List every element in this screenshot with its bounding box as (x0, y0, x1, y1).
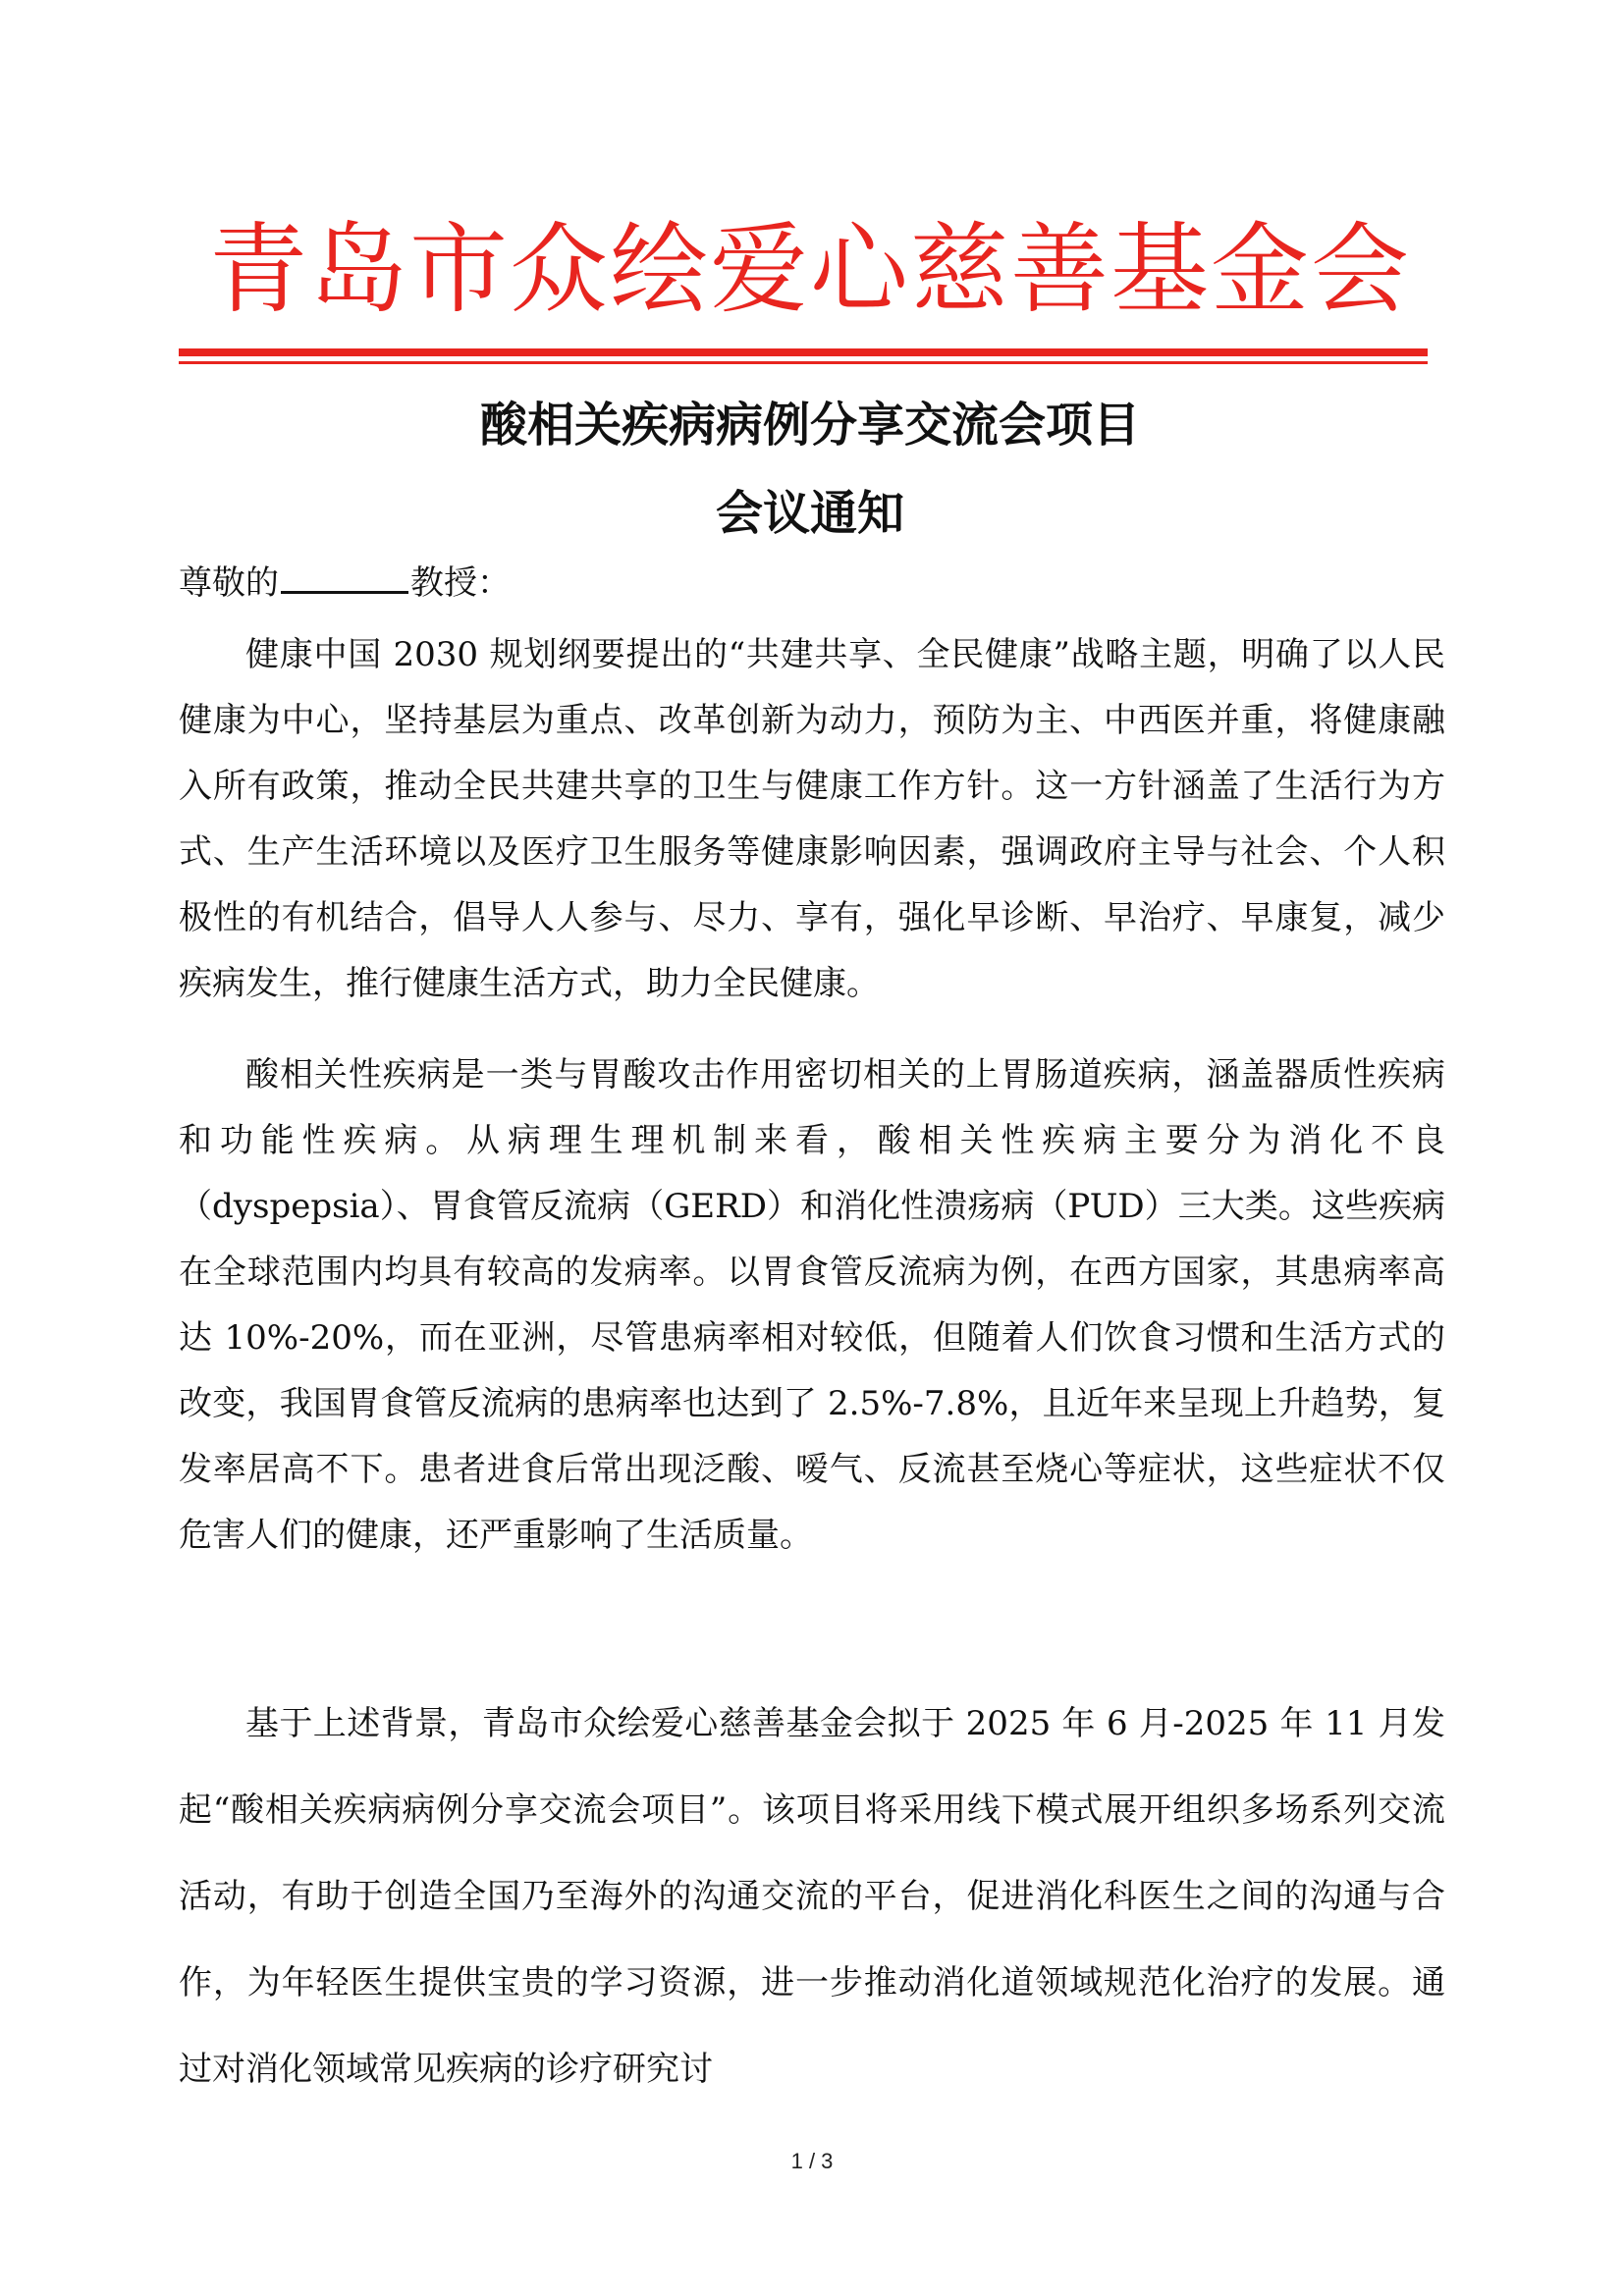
letterhead-rule-thick (179, 348, 1428, 356)
document-title: 酸相关疾病病例分享交流会项目 (479, 398, 1140, 453)
letterhead-org-name: 青岛市众绘爱心慈善基金会 (209, 212, 1411, 327)
recipient-name-blank (281, 560, 408, 594)
paragraph-acid-related-disease: 酸相关性疾病是一类与胃酸攻击作用密切相关的上胃肠道疾病，涵盖器质性疾病和功能性疾病。从病理生理机制来看，酸相关性疾病主要分为消化不良（dyspepsia）、胃食管反流病（GERD）和消化性溃疡病（PUD）三大类。这些疾病在全球范围内均具有较高的发病率。以胃食管反流病为例，在西方国家，其患病率高达 10%-20%，而在亚洲，尽管患病率相对较低，但随着人们饮食习惯和生活方式的改变，我国胃食管反流病的患病率也达到了 2.5%-7.8%，且近年来呈现上升趋势，复发率居高不下。患者进食后常出现泛酸、嗳气、反流甚至烧心等症状，这些症状不仅危害人们的健康，还严重影响了生活质量。 (179, 1055, 1445, 1555)
page-indicator: 1 / 3 (790, 2149, 834, 2173)
salutation-prefix: 尊敬的 (179, 563, 279, 603)
salutation-suffix: 教授： (410, 563, 511, 603)
paragraph-health-china: 健康中国 2030 规划纲要提出的“共建共享、全民健康”战略主题，明确了以人民健康为中心，坚持基层为重点、改革创新为动力，预防为主、中西医并重，将健康融入所有政策，推动全民共建共享的卫生与健康工作方针。这一方针涵盖了生活行为方式、生产生活环境以及医疗卫生服务等健康影响因素，强调政府主导与社会、个人积极性的有机结合，倡导人人参与、尽力、享有，强化早诊断、早治疗、早康复，减少疾病发生，推行健康生活方式，助力全民健康。 (179, 635, 1445, 1003)
salutation (179, 558, 511, 609)
letterhead-rule-thin (179, 361, 1428, 364)
paragraph-project-background: 基于上述背景，青岛市众绘爱心慈善基金会拟于 2025 年 6 月-2025 年 11 月发起“酸相关疾病病例分享交流会项目”。该项目将采用线下模式展开组织多场系列交流活动，有助于创造全国乃至海外的沟通交流的平台，促进消化科医生之间的沟通与合作，为年轻医生提供宝贵的学习资源，进一步推动消化道领域规范化治疗的发展。通过对消化领域常见疾病的诊疗研究讨 (179, 1704, 1445, 2089)
document-subtitle: 会议通知 (715, 486, 904, 541)
